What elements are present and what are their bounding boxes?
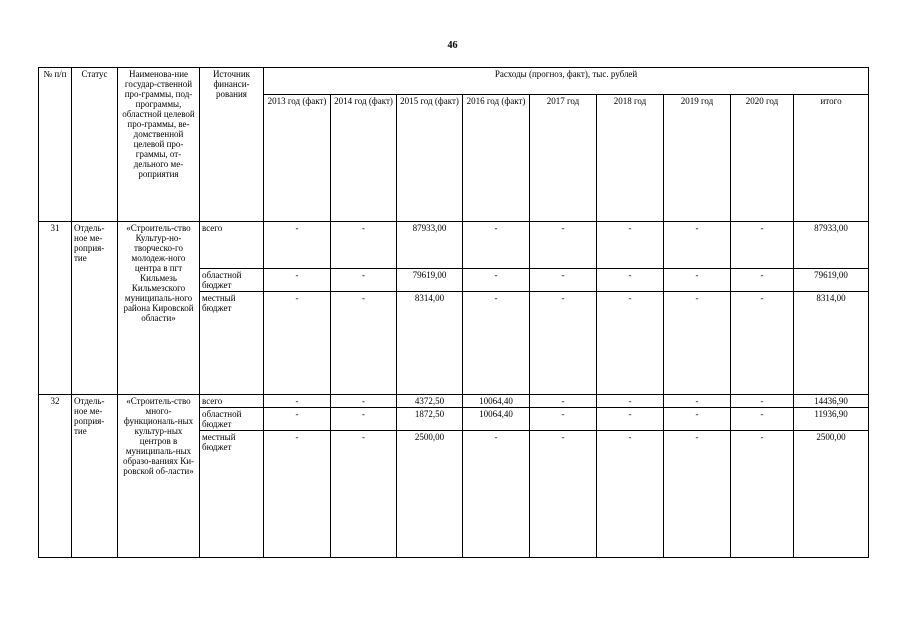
value-cell: - bbox=[331, 431, 397, 558]
value-cell: - bbox=[331, 408, 397, 431]
table-row bbox=[39, 395, 869, 408]
value-cell: - bbox=[264, 431, 331, 558]
value-cell: - bbox=[463, 292, 530, 395]
header-expenses: Расходы (прогноз, факт), тыс. рублей bbox=[264, 68, 869, 95]
header-year: 2018 год bbox=[597, 95, 664, 222]
header-year: 2017 год bbox=[530, 95, 597, 222]
row-source: областной бюджет bbox=[200, 269, 264, 292]
header-year: 2019 год bbox=[664, 95, 731, 222]
value-cell: - bbox=[664, 431, 731, 558]
value-cell: - bbox=[331, 292, 397, 395]
value-cell: - bbox=[530, 269, 597, 292]
value-cell: - bbox=[463, 269, 530, 292]
header-year: 2015 год (факт) bbox=[397, 95, 463, 222]
value-cell: 1872,50 bbox=[397, 408, 463, 431]
budget-table bbox=[38, 67, 869, 558]
total-cell: 2500,00 bbox=[794, 431, 869, 558]
header-year: 2020 год bbox=[731, 95, 794, 222]
row-num: 31 bbox=[39, 222, 72, 395]
header-year: 2014 год (факт) bbox=[331, 95, 397, 222]
page-number: 46 bbox=[447, 40, 458, 51]
value-cell: - bbox=[264, 269, 331, 292]
value-cell: 8314,00 bbox=[397, 292, 463, 395]
value-cell: - bbox=[530, 222, 597, 269]
header-num: № п/п bbox=[39, 68, 72, 222]
value-cell: - bbox=[264, 408, 331, 431]
value-cell: - bbox=[530, 395, 597, 408]
total-cell: 79619,00 bbox=[794, 269, 869, 292]
value-cell: - bbox=[530, 292, 597, 395]
value-cell: - bbox=[530, 431, 597, 558]
value-cell: 10064,40 bbox=[463, 395, 530, 408]
value-cell: - bbox=[731, 222, 794, 269]
total-cell: 8314,00 bbox=[794, 292, 869, 395]
value-cell: - bbox=[597, 431, 664, 558]
row-source: областной бюджет bbox=[200, 408, 264, 431]
value-cell: - bbox=[664, 222, 731, 269]
value-cell: - bbox=[264, 395, 331, 408]
row-name: «Строитель-ство много-функциональ-ных культур-ных центров в муниципаль-ных образо-ваниях Ки-ровской об-ласти» bbox=[118, 395, 200, 558]
value-cell: - bbox=[731, 395, 794, 408]
value-cell: - bbox=[731, 292, 794, 395]
header-year: 2016 год (факт) bbox=[463, 95, 530, 222]
value-cell: 79619,00 bbox=[397, 269, 463, 292]
total-cell: 11936,90 bbox=[794, 408, 869, 431]
table-row bbox=[39, 222, 869, 269]
value-cell: - bbox=[664, 395, 731, 408]
row-source: местный бюджет bbox=[200, 431, 264, 558]
header-source: Источник финанси-рования bbox=[200, 68, 264, 222]
value-cell: 87933,00 bbox=[397, 222, 463, 269]
value-cell: - bbox=[664, 408, 731, 431]
value-cell: - bbox=[331, 269, 397, 292]
value-cell: - bbox=[597, 292, 664, 395]
row-source: всего bbox=[200, 222, 264, 269]
value-cell: 2500,00 bbox=[397, 431, 463, 558]
value-cell: - bbox=[463, 431, 530, 558]
value-cell: - bbox=[331, 222, 397, 269]
total-cell: 87933,00 bbox=[794, 222, 869, 269]
value-cell: - bbox=[731, 408, 794, 431]
row-status: Отдель-ное ме-роприя-тие bbox=[72, 395, 118, 558]
value-cell: - bbox=[731, 269, 794, 292]
value-cell: - bbox=[731, 431, 794, 558]
header-status: Статус bbox=[72, 68, 118, 222]
row-source: местный бюджет bbox=[200, 292, 264, 395]
value-cell: - bbox=[664, 269, 731, 292]
row-num: 32 bbox=[39, 395, 72, 558]
value-cell: - bbox=[597, 269, 664, 292]
header-name: Наименова-ние государ-ственной про-граммы, под-программы, областной целевой про-граммы, ве-домственной целевой про-граммы, от-дельного ме-роприятия bbox=[118, 68, 200, 222]
value-cell: 4372,50 bbox=[397, 395, 463, 408]
value-cell: - bbox=[264, 292, 331, 395]
row-source: всего bbox=[200, 395, 264, 408]
header-total: итого bbox=[794, 95, 869, 222]
header-year: 2013 год (факт) bbox=[264, 95, 331, 222]
value-cell: - bbox=[597, 408, 664, 431]
value-cell: - bbox=[597, 395, 664, 408]
value-cell: - bbox=[597, 222, 664, 269]
value-cell: 10064,40 bbox=[463, 408, 530, 431]
value-cell: - bbox=[530, 408, 597, 431]
value-cell: - bbox=[331, 395, 397, 408]
value-cell: - bbox=[463, 222, 530, 269]
value-cell: - bbox=[664, 292, 731, 395]
row-name: «Строитель-ство Культур-но-творческо-го молодеж-ного центра в пгт Кильмезь Кильмезского муниципаль-ного района Кировской области» bbox=[118, 222, 200, 395]
row-status: Отдель-ное ме-роприя-тие bbox=[72, 222, 118, 395]
value-cell: - bbox=[264, 222, 331, 269]
header-row bbox=[39, 68, 869, 95]
total-cell: 14436,90 bbox=[794, 395, 869, 408]
